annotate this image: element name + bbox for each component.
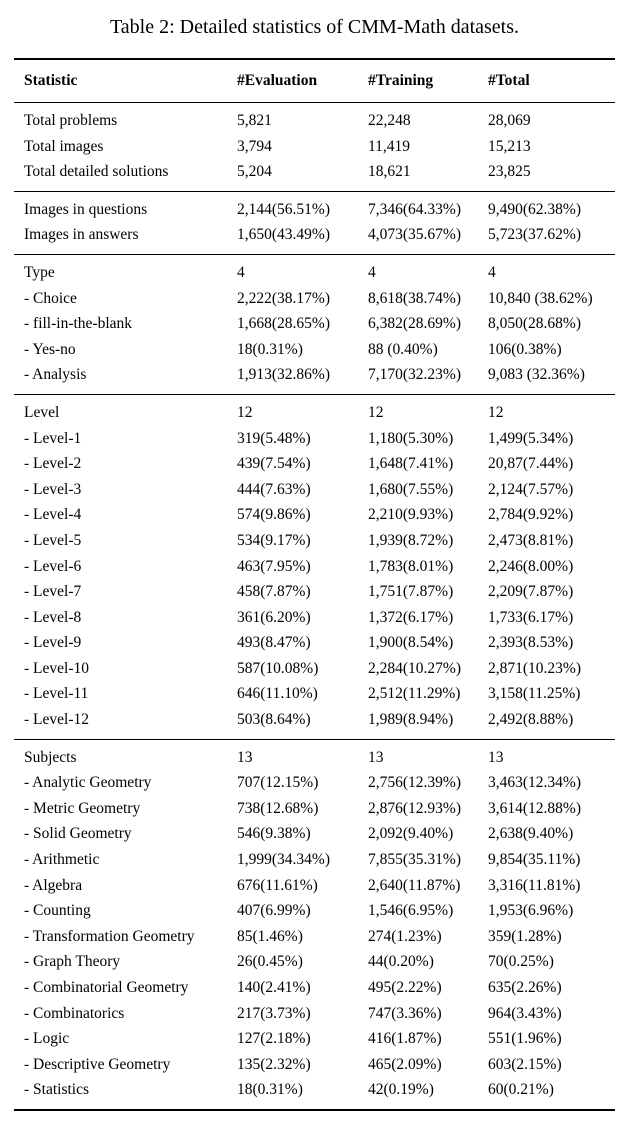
stat-value: 8,050(28.68%) bbox=[488, 315, 581, 333]
stat-value: 4,073(35.67%) bbox=[368, 226, 461, 244]
table-row bbox=[24, 426, 615, 452]
stat-value: 1,499(5.34%) bbox=[488, 429, 574, 447]
table-row bbox=[24, 873, 615, 899]
statistics-table bbox=[14, 58, 615, 1111]
stat-value: 22,248 bbox=[368, 112, 411, 129]
table-section bbox=[14, 103, 615, 192]
stat-value: 1,372(6.17%) bbox=[368, 608, 454, 626]
column-header-statistic: Statistic bbox=[24, 72, 78, 89]
stat-value: 1,989(8.94%) bbox=[368, 711, 454, 729]
table-row bbox=[24, 1077, 615, 1103]
stat-value: 1,180(5.30%) bbox=[368, 429, 454, 447]
stat-value: 140(2.41%) bbox=[237, 979, 311, 996]
stat-value: 106(0.38%) bbox=[488, 340, 562, 358]
stat-value: 439(7.54%) bbox=[237, 455, 311, 473]
stat-value: 319(5.48%) bbox=[237, 429, 311, 447]
table-body bbox=[14, 103, 615, 1109]
stat-value: 7,346(64.33%) bbox=[368, 200, 461, 218]
stat-value: 2,876(12.93%) bbox=[368, 799, 461, 817]
stat-value: 2,222(38.17%) bbox=[237, 289, 330, 307]
table-row bbox=[24, 579, 615, 605]
stat-value: 444(7.63%) bbox=[237, 480, 311, 498]
column-header-training: #Training bbox=[368, 72, 434, 89]
stat-value: 551(1.96%) bbox=[488, 1030, 562, 1048]
table-row bbox=[24, 681, 615, 707]
stat-value: 676(11.61%) bbox=[237, 876, 318, 894]
stat-value: 1,900(8.54%) bbox=[368, 634, 454, 652]
stat-label: Total problems bbox=[24, 112, 118, 129]
stat-label: - Metric Geometry bbox=[24, 799, 141, 817]
stat-label: - Statistics bbox=[24, 1081, 90, 1099]
stat-value: 1,648(7.41%) bbox=[368, 455, 454, 473]
stat-value: 12 bbox=[368, 403, 384, 421]
stat-value: 1,546(6.95%) bbox=[368, 902, 454, 920]
stat-label: Total images bbox=[24, 137, 104, 155]
stat-value: 359(1.28%) bbox=[488, 927, 562, 945]
stat-value: 1,913(32.86%) bbox=[237, 366, 330, 384]
stat-label: - Level-8 bbox=[24, 608, 82, 626]
stat-value: 5,204 bbox=[237, 163, 272, 181]
stat-value: 2,784(9.92%) bbox=[488, 506, 574, 524]
stat-label: - Algebra bbox=[24, 876, 83, 894]
stat-value: 9,083 (32.36%) bbox=[488, 366, 585, 384]
stat-label: Subjects bbox=[24, 748, 77, 766]
stat-value: 646(11.10%) bbox=[237, 685, 318, 703]
table-row bbox=[24, 656, 615, 682]
table-row bbox=[24, 400, 615, 426]
table-row bbox=[24, 605, 615, 631]
stat-value: 26(0.45%) bbox=[237, 953, 303, 971]
stat-value: 12 bbox=[488, 403, 504, 421]
table-row bbox=[24, 847, 615, 873]
stat-value: 2,092(9.40%) bbox=[368, 825, 454, 843]
stat-value: 2,756(12.39%) bbox=[368, 774, 461, 792]
stat-value: 1,751(7.87%) bbox=[368, 583, 454, 601]
table-row bbox=[24, 949, 615, 975]
table-row bbox=[24, 898, 615, 924]
stat-label: - Analysis bbox=[24, 366, 87, 384]
stat-label: - Descriptive Geometry bbox=[24, 1055, 171, 1073]
stat-value: 574(9.86%) bbox=[237, 506, 311, 524]
stat-value: 6,382(28.69%) bbox=[368, 315, 461, 333]
table-row bbox=[24, 502, 615, 528]
stat-value: 1,650(43.49%) bbox=[237, 226, 330, 244]
table-row bbox=[24, 134, 615, 160]
stat-value: 4 bbox=[488, 263, 496, 281]
stat-value: 3,158(11.25%) bbox=[488, 685, 581, 703]
stat-value: 1,668(28.65%) bbox=[237, 315, 330, 333]
table-row bbox=[24, 362, 615, 388]
stat-value: 15,213 bbox=[488, 137, 531, 155]
stat-value: 7,855(35.31%) bbox=[368, 851, 461, 869]
stat-value: 458(7.87%) bbox=[237, 583, 311, 601]
stat-value: 18(0.31%) bbox=[237, 340, 303, 358]
stat-value: 8,618(38.74%) bbox=[368, 289, 461, 307]
stat-label: - Solid Geometry bbox=[24, 825, 132, 843]
stat-label: Type bbox=[24, 263, 55, 281]
stat-value: 42(0.19%) bbox=[368, 1081, 434, 1099]
stat-value: 127(2.18%) bbox=[237, 1030, 311, 1048]
stat-value: 5,723(37.62%) bbox=[488, 226, 581, 244]
stat-value: 635(2.26%) bbox=[488, 979, 562, 996]
stat-value: 493(8.47%) bbox=[237, 634, 311, 652]
stat-label: - Level-10 bbox=[24, 659, 89, 677]
table-header bbox=[14, 60, 615, 103]
stat-value: 2,871(10.23%) bbox=[488, 659, 581, 677]
table-row bbox=[24, 197, 615, 223]
stat-label: - Counting bbox=[24, 902, 91, 920]
table-row bbox=[24, 337, 615, 363]
stat-value: 3,614(12.88%) bbox=[488, 799, 581, 817]
stat-value: 3,316(11.81%) bbox=[488, 876, 581, 894]
stat-value: 20,87(7.44%) bbox=[488, 455, 574, 473]
column-header-total: #Total bbox=[488, 72, 530, 89]
stat-value: 13 bbox=[488, 748, 504, 766]
table-section bbox=[14, 255, 615, 395]
stat-value: 1,783(8.01%) bbox=[368, 557, 454, 575]
table-row bbox=[24, 528, 615, 554]
stat-value: 217(3.73%) bbox=[237, 1004, 311, 1022]
stat-value: 416(1.87%) bbox=[368, 1030, 442, 1048]
stat-label: - Combinatorial Geometry bbox=[24, 979, 189, 996]
stat-value: 70(0.25%) bbox=[488, 953, 554, 971]
stat-label: - Level-6 bbox=[24, 557, 82, 575]
stat-value: 1,733(6.17%) bbox=[488, 608, 574, 626]
stat-value: 2,473(8.81%) bbox=[488, 531, 574, 549]
stat-label: - Level-9 bbox=[24, 634, 82, 652]
stat-value: 361(6.20%) bbox=[237, 608, 311, 626]
stat-value: 7,170(32.23%) bbox=[368, 366, 461, 384]
stat-value: 1,999(34.34%) bbox=[237, 851, 330, 869]
table-row bbox=[24, 159, 615, 185]
stat-label: - Logic bbox=[24, 1030, 70, 1048]
table-section bbox=[14, 192, 615, 255]
stat-label: - Level-4 bbox=[24, 506, 82, 524]
stat-value: 4 bbox=[237, 263, 245, 281]
stat-label: Images in answers bbox=[24, 226, 139, 244]
stat-value: 2,492(8.88%) bbox=[488, 711, 574, 729]
stat-value: 85(1.46%) bbox=[237, 927, 303, 945]
stat-value: 12 bbox=[237, 403, 253, 421]
stat-value: 2,393(8.53%) bbox=[488, 634, 574, 652]
table-row bbox=[24, 796, 615, 822]
stat-value: 2,144(56.51%) bbox=[237, 200, 330, 218]
stat-label: - fill-in-the-blank bbox=[24, 315, 133, 333]
stat-value: 9,854(35.11%) bbox=[488, 851, 581, 869]
stat-value: 4 bbox=[368, 263, 376, 281]
stat-value: 13 bbox=[368, 748, 384, 766]
stat-label: - Arithmetic bbox=[24, 851, 100, 869]
table-row bbox=[24, 108, 615, 134]
table-row bbox=[24, 975, 615, 1001]
stat-value: 2,284(10.27%) bbox=[368, 659, 461, 677]
stat-value: 747(3.36%) bbox=[368, 1004, 442, 1022]
table-row bbox=[24, 1052, 615, 1078]
table-row bbox=[24, 554, 615, 580]
table-row bbox=[24, 1026, 615, 1052]
stat-value: 587(10.08%) bbox=[237, 659, 319, 677]
stat-value: 13 bbox=[237, 748, 253, 766]
stat-value: 10,840 (38.62%) bbox=[488, 289, 593, 307]
stat-value: 60(0.21%) bbox=[488, 1081, 554, 1099]
stat-value: 2,209(7.87%) bbox=[488, 583, 574, 601]
stat-label: - Level-12 bbox=[24, 711, 89, 729]
stat-value: 964(3.43%) bbox=[488, 1004, 562, 1022]
table-row bbox=[24, 821, 615, 847]
stat-value: 3,463(12.34%) bbox=[488, 774, 581, 792]
stat-value: 546(9.38%) bbox=[237, 825, 311, 843]
stat-label: - Analytic Geometry bbox=[24, 774, 152, 792]
stat-label: - Level-5 bbox=[24, 531, 82, 549]
stat-label: - Level-1 bbox=[24, 429, 82, 447]
table-row bbox=[24, 924, 615, 950]
stat-label: - Level-7 bbox=[24, 583, 82, 601]
stat-value: 88 (0.40%) bbox=[368, 340, 438, 358]
stat-label: Level bbox=[24, 403, 60, 421]
stat-label: - Transformation Geometry bbox=[24, 927, 195, 945]
table-row bbox=[24, 286, 615, 312]
stat-value: 274(1.23%) bbox=[368, 927, 442, 945]
table-section bbox=[14, 395, 615, 740]
stat-value: 2,210(9.93%) bbox=[368, 506, 454, 524]
stat-value: 9,490(62.38%) bbox=[488, 200, 581, 218]
table-row bbox=[24, 745, 615, 771]
table-row bbox=[24, 222, 615, 248]
stat-label: Images in questions bbox=[24, 200, 148, 218]
stat-value: 707(12.15%) bbox=[237, 774, 319, 792]
stat-value: 18(0.31%) bbox=[237, 1081, 303, 1099]
stat-label: - Level-2 bbox=[24, 455, 82, 473]
stat-label: - Yes-no bbox=[24, 340, 76, 358]
stat-label: - Graph Theory bbox=[24, 953, 121, 971]
table-row bbox=[24, 1001, 615, 1027]
stat-value: 2,638(9.40%) bbox=[488, 825, 574, 843]
stat-value: 1,953(6.96%) bbox=[488, 902, 574, 920]
stat-value: 28,069 bbox=[488, 112, 531, 129]
stat-value: 603(2.15%) bbox=[488, 1055, 562, 1073]
table-section bbox=[14, 740, 615, 1109]
stat-value: 2,512(11.29%) bbox=[368, 685, 461, 703]
stat-value: 534(9.17%) bbox=[237, 531, 311, 549]
table-row bbox=[24, 630, 615, 656]
stat-value: 135(2.32%) bbox=[237, 1055, 311, 1073]
stat-value: 495(2.22%) bbox=[368, 979, 442, 996]
stat-value: 23,825 bbox=[488, 163, 531, 181]
stat-value: 2,124(7.57%) bbox=[488, 480, 574, 498]
table-row bbox=[24, 311, 615, 337]
stat-value: 407(6.99%) bbox=[237, 902, 311, 920]
table-row bbox=[24, 477, 615, 503]
stat-value: 463(7.95%) bbox=[237, 557, 311, 575]
table-row bbox=[24, 260, 615, 286]
table-row bbox=[24, 451, 615, 477]
stat-value: 3,794 bbox=[237, 137, 272, 155]
table-row bbox=[24, 707, 615, 733]
stat-value: 465(2.09%) bbox=[368, 1055, 442, 1073]
stat-value: 5,821 bbox=[237, 112, 272, 129]
stat-label: - Level-11 bbox=[24, 685, 89, 703]
stat-label: - Choice bbox=[24, 289, 77, 307]
stat-label: - Level-3 bbox=[24, 480, 82, 498]
stat-value: 44(0.20%) bbox=[368, 953, 434, 971]
column-header-evaluation: #Evaluation bbox=[237, 72, 318, 89]
stat-label: Total detailed solutions bbox=[24, 163, 169, 181]
stat-value: 11,419 bbox=[368, 137, 411, 155]
stat-value: 2,640(11.87%) bbox=[368, 876, 461, 894]
stat-value: 1,939(8.72%) bbox=[368, 531, 454, 549]
stat-value: 1,680(7.55%) bbox=[368, 480, 454, 498]
stat-value: 18,621 bbox=[368, 163, 411, 181]
stat-value: 2,246(8.00%) bbox=[488, 557, 574, 575]
table-caption: Table 2: Detailed statistics of CMM-Math datasets. bbox=[109, 16, 520, 38]
stat-value: 738(12.68%) bbox=[237, 799, 319, 817]
stat-label: - Combinatorics bbox=[24, 1004, 125, 1022]
stat-value: 503(8.64%) bbox=[237, 711, 311, 729]
table-row bbox=[24, 770, 615, 796]
